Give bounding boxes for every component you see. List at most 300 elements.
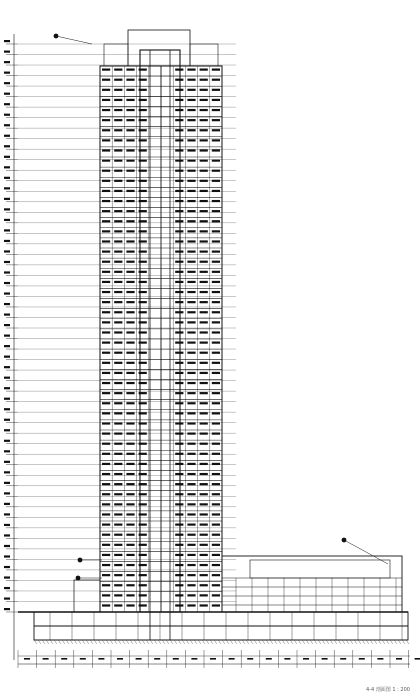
window-band bbox=[200, 574, 208, 576]
window-band bbox=[212, 149, 220, 151]
window-band bbox=[200, 321, 208, 323]
window-band bbox=[175, 382, 183, 384]
window-band bbox=[175, 594, 183, 596]
window-band bbox=[126, 503, 134, 505]
window-band bbox=[187, 352, 195, 354]
foundation-hatch bbox=[298, 640, 301, 644]
elevation-label-mark bbox=[4, 303, 10, 305]
window-band bbox=[187, 564, 195, 566]
window-band bbox=[212, 362, 220, 364]
window-band bbox=[200, 251, 208, 253]
foundation-hatch bbox=[118, 640, 121, 644]
foundation-hatch bbox=[370, 640, 373, 644]
window-band bbox=[175, 230, 183, 232]
window-band bbox=[114, 372, 122, 374]
window-band bbox=[102, 342, 110, 344]
window-band bbox=[200, 604, 208, 606]
elevation-label-mark bbox=[4, 156, 10, 158]
elevation-label-mark bbox=[4, 250, 10, 252]
window-band bbox=[114, 564, 122, 566]
foundation-hatch bbox=[34, 640, 37, 644]
elevation-label-mark bbox=[4, 219, 10, 221]
elevation-label-mark bbox=[4, 208, 10, 210]
window-band bbox=[200, 311, 208, 313]
window-band bbox=[102, 412, 110, 414]
window-band bbox=[175, 584, 183, 586]
foundation-hatch bbox=[358, 640, 361, 644]
foundation-hatch bbox=[102, 640, 105, 644]
window-band bbox=[114, 392, 122, 394]
window-band bbox=[102, 149, 110, 151]
window-band bbox=[212, 119, 220, 121]
window-band bbox=[212, 190, 220, 192]
window-band bbox=[102, 534, 110, 536]
window-band bbox=[212, 170, 220, 172]
window-band bbox=[126, 200, 134, 202]
window-band bbox=[126, 89, 134, 91]
foundation-hatch bbox=[270, 640, 273, 644]
window-band bbox=[114, 79, 122, 81]
foundation-hatch bbox=[74, 640, 77, 644]
elevation-label-mark bbox=[4, 576, 10, 578]
window-band bbox=[200, 271, 208, 273]
foundation-hatch bbox=[406, 640, 409, 644]
podium-outline bbox=[222, 556, 402, 612]
window-band bbox=[200, 160, 208, 162]
window-band bbox=[102, 190, 110, 192]
window-band bbox=[212, 382, 220, 384]
foundation-hatch bbox=[390, 640, 393, 644]
elevation-label-mark bbox=[4, 555, 10, 557]
window-band bbox=[175, 362, 183, 364]
window-band bbox=[212, 433, 220, 435]
window-band bbox=[126, 473, 134, 475]
window-band bbox=[200, 281, 208, 283]
window-band bbox=[187, 503, 195, 505]
window-band bbox=[212, 463, 220, 465]
foundation-hatch bbox=[66, 640, 69, 644]
window-band bbox=[187, 534, 195, 536]
window-band bbox=[200, 524, 208, 526]
window-band bbox=[200, 433, 208, 435]
elevation-label-mark bbox=[4, 587, 10, 589]
window-band bbox=[126, 524, 134, 526]
foundation-hatch bbox=[138, 640, 141, 644]
window-band bbox=[187, 240, 195, 242]
window-band bbox=[175, 170, 183, 172]
window-band bbox=[187, 99, 195, 101]
window-band bbox=[175, 331, 183, 333]
window-band bbox=[212, 129, 220, 131]
window-band bbox=[200, 79, 208, 81]
window-band bbox=[212, 291, 220, 293]
window-band bbox=[102, 200, 110, 202]
window-band bbox=[200, 170, 208, 172]
window-band bbox=[102, 321, 110, 323]
elevation-label-mark bbox=[4, 419, 10, 421]
bottom-dimension-chain bbox=[18, 650, 420, 668]
foundation-hatch bbox=[58, 640, 61, 644]
foundation-hatch bbox=[326, 640, 329, 644]
foundation-hatch bbox=[174, 640, 177, 644]
window-band bbox=[187, 342, 195, 344]
window-band bbox=[126, 554, 134, 556]
elevation-label-mark bbox=[4, 292, 10, 294]
window-band bbox=[200, 149, 208, 151]
window-band bbox=[200, 554, 208, 556]
window-band bbox=[102, 89, 110, 91]
window-band bbox=[187, 129, 195, 131]
window-band bbox=[126, 493, 134, 495]
foundation-hatch bbox=[290, 640, 293, 644]
window-band bbox=[102, 574, 110, 576]
basement-section bbox=[18, 612, 409, 644]
window-band bbox=[126, 483, 134, 485]
foundation-hatch bbox=[342, 640, 345, 644]
window-band bbox=[212, 453, 220, 455]
window-band bbox=[187, 321, 195, 323]
dimension-value-mark bbox=[136, 658, 142, 660]
elevation-label-mark bbox=[4, 450, 10, 452]
window-band bbox=[175, 402, 183, 404]
foundation-hatch bbox=[150, 640, 153, 644]
window-band bbox=[175, 190, 183, 192]
foundation-hatch bbox=[114, 640, 117, 644]
window-band bbox=[114, 200, 122, 202]
window-band bbox=[187, 291, 195, 293]
window-band bbox=[102, 483, 110, 485]
elevation-label-mark bbox=[4, 608, 10, 610]
window-band bbox=[114, 402, 122, 404]
window-band bbox=[212, 412, 220, 414]
window-band bbox=[102, 493, 110, 495]
roof-parapet-right bbox=[190, 44, 218, 66]
foundation-hatch bbox=[362, 640, 365, 644]
window-band bbox=[102, 433, 110, 435]
window-band bbox=[187, 331, 195, 333]
window-band bbox=[114, 230, 122, 232]
window-band bbox=[212, 301, 220, 303]
foundation-hatch bbox=[70, 640, 73, 644]
elevation-label-mark bbox=[4, 345, 10, 347]
elevation-label-mark bbox=[4, 429, 10, 431]
foundation-hatch bbox=[126, 640, 129, 644]
window-band bbox=[212, 513, 220, 515]
window-band bbox=[187, 453, 195, 455]
window-band bbox=[175, 412, 183, 414]
window-band bbox=[114, 301, 122, 303]
window-band bbox=[175, 392, 183, 394]
elevation-label-mark bbox=[4, 187, 10, 189]
window-band bbox=[175, 291, 183, 293]
elevation-label-mark bbox=[4, 461, 10, 463]
window-band bbox=[114, 443, 122, 445]
window-band bbox=[200, 503, 208, 505]
window-band bbox=[126, 422, 134, 424]
window-band bbox=[102, 230, 110, 232]
window-band bbox=[187, 463, 195, 465]
window-band bbox=[102, 513, 110, 515]
window-band bbox=[102, 402, 110, 404]
window-band bbox=[200, 534, 208, 536]
window-band bbox=[114, 220, 122, 222]
window-band bbox=[175, 463, 183, 465]
window-band bbox=[187, 180, 195, 182]
elevation-label-mark bbox=[4, 356, 10, 358]
foundation-hatch bbox=[218, 640, 221, 644]
window-band bbox=[212, 180, 220, 182]
foundation-hatch bbox=[162, 640, 165, 644]
foundation-hatch bbox=[50, 640, 53, 644]
dimension-value-mark bbox=[154, 658, 160, 660]
window-band bbox=[126, 251, 134, 253]
window-band bbox=[114, 311, 122, 313]
window-band bbox=[175, 271, 183, 273]
window-band bbox=[187, 170, 195, 172]
foundation-hatch bbox=[146, 640, 149, 644]
window-band bbox=[212, 503, 220, 505]
window-band bbox=[175, 109, 183, 111]
window-band bbox=[102, 281, 110, 283]
window-band bbox=[126, 99, 134, 101]
window-band bbox=[114, 342, 122, 344]
window-band bbox=[175, 99, 183, 101]
window-band bbox=[212, 534, 220, 536]
foundation-hatch bbox=[398, 640, 401, 644]
window-band bbox=[200, 483, 208, 485]
window-band bbox=[102, 271, 110, 273]
window-band bbox=[200, 412, 208, 414]
window-band bbox=[187, 554, 195, 556]
window-band bbox=[102, 331, 110, 333]
elevation-marks-column bbox=[4, 34, 18, 660]
window-band bbox=[200, 291, 208, 293]
elevation-label-mark bbox=[4, 524, 10, 526]
foundation-hatch bbox=[226, 640, 229, 644]
window-band bbox=[126, 129, 134, 131]
dimension-value-mark bbox=[61, 658, 67, 660]
window-band bbox=[102, 291, 110, 293]
foundation-hatch bbox=[402, 640, 405, 644]
foundation-hatch bbox=[54, 640, 57, 644]
elevation-label-mark bbox=[4, 72, 10, 74]
window-band bbox=[114, 513, 122, 515]
window-band bbox=[126, 412, 134, 414]
window-band bbox=[114, 483, 122, 485]
window-band bbox=[187, 544, 195, 546]
window-band bbox=[175, 311, 183, 313]
window-band bbox=[200, 402, 208, 404]
window-band bbox=[187, 149, 195, 151]
window-band bbox=[187, 210, 195, 212]
window-band bbox=[114, 433, 122, 435]
roof-parapet-left bbox=[104, 44, 128, 66]
window-band bbox=[200, 129, 208, 131]
window-band bbox=[126, 160, 134, 162]
window-band bbox=[126, 372, 134, 374]
window-band bbox=[187, 79, 195, 81]
window-band bbox=[114, 463, 122, 465]
window-band bbox=[212, 200, 220, 202]
foundation-hatch bbox=[262, 640, 265, 644]
window-band bbox=[212, 554, 220, 556]
window-band bbox=[187, 412, 195, 414]
foundation-hatch bbox=[142, 640, 145, 644]
window-band bbox=[114, 503, 122, 505]
foundation-hatch bbox=[134, 640, 137, 644]
foundation-hatch bbox=[82, 640, 85, 644]
window-band bbox=[175, 89, 183, 91]
foundation-hatch bbox=[366, 640, 369, 644]
foundation-hatch bbox=[94, 640, 97, 644]
window-band bbox=[114, 534, 122, 536]
elevation-label-mark bbox=[4, 103, 10, 105]
window-band bbox=[102, 422, 110, 424]
window-band bbox=[102, 604, 110, 606]
window-band bbox=[212, 422, 220, 424]
window-band bbox=[200, 453, 208, 455]
window-band bbox=[212, 443, 220, 445]
window-band bbox=[200, 190, 208, 192]
foundation-hatch bbox=[130, 640, 133, 644]
window-band bbox=[175, 301, 183, 303]
foundation-hatch bbox=[122, 640, 125, 644]
window-band bbox=[175, 79, 183, 81]
window-band bbox=[126, 149, 134, 151]
window-band bbox=[187, 584, 195, 586]
window-band bbox=[114, 554, 122, 556]
window-band bbox=[126, 453, 134, 455]
window-band bbox=[126, 210, 134, 212]
window-band bbox=[114, 473, 122, 475]
dimension-value-mark bbox=[24, 658, 30, 660]
foundation-hatch bbox=[170, 640, 173, 644]
foundation-hatch bbox=[42, 640, 45, 644]
foundation-hatch bbox=[354, 640, 357, 644]
window-band bbox=[212, 493, 220, 495]
dimension-value-mark bbox=[322, 658, 328, 660]
window-band bbox=[200, 564, 208, 566]
window-band bbox=[114, 139, 122, 141]
foundation-hatch bbox=[278, 640, 281, 644]
foundation-hatch bbox=[394, 640, 397, 644]
window-band bbox=[114, 281, 122, 283]
window-band bbox=[126, 443, 134, 445]
foundation-hatch bbox=[202, 640, 205, 644]
dimension-value-mark bbox=[359, 658, 365, 660]
window-band bbox=[126, 119, 134, 121]
elevation-label-mark bbox=[4, 271, 10, 273]
window-band bbox=[187, 139, 195, 141]
window-band bbox=[175, 139, 183, 141]
window-band bbox=[187, 230, 195, 232]
window-band bbox=[114, 160, 122, 162]
elevation-label-mark bbox=[4, 534, 10, 536]
foundation-hatch bbox=[346, 640, 349, 644]
window-band bbox=[175, 119, 183, 121]
window-band bbox=[200, 261, 208, 263]
foundation-hatch bbox=[106, 640, 109, 644]
foundation-hatch bbox=[382, 640, 385, 644]
foundation-hatch bbox=[334, 640, 337, 644]
window-band bbox=[102, 301, 110, 303]
window-band bbox=[212, 89, 220, 91]
elevation-label-mark bbox=[4, 492, 10, 494]
elevation-label-mark bbox=[4, 145, 10, 147]
window-band bbox=[200, 544, 208, 546]
window-band bbox=[212, 210, 220, 212]
window-band bbox=[175, 524, 183, 526]
foundation-hatch bbox=[194, 640, 197, 644]
window-band bbox=[200, 584, 208, 586]
window-band bbox=[126, 362, 134, 364]
window-band bbox=[187, 473, 195, 475]
foundation-hatch bbox=[178, 640, 181, 644]
foundation-hatch bbox=[210, 640, 213, 644]
window-band bbox=[212, 281, 220, 283]
window-band bbox=[200, 69, 208, 71]
window-band bbox=[102, 261, 110, 263]
elevation-label-mark bbox=[4, 40, 10, 42]
window-band bbox=[175, 129, 183, 131]
elevation-label-mark bbox=[4, 166, 10, 168]
window-band bbox=[200, 594, 208, 596]
window-band bbox=[200, 392, 208, 394]
window-band bbox=[175, 483, 183, 485]
window-band bbox=[102, 170, 110, 172]
window-band bbox=[126, 564, 134, 566]
window-band bbox=[102, 594, 110, 596]
dimension-value-mark bbox=[284, 658, 290, 660]
window-band bbox=[114, 291, 122, 293]
window-band bbox=[114, 69, 122, 71]
window-band bbox=[175, 261, 183, 263]
window-band bbox=[212, 220, 220, 222]
window-band bbox=[114, 271, 122, 273]
window-band bbox=[126, 190, 134, 192]
window-band bbox=[200, 382, 208, 384]
window-band bbox=[114, 524, 122, 526]
window-band bbox=[212, 331, 220, 333]
window-band bbox=[126, 513, 134, 515]
window-band bbox=[126, 230, 134, 232]
window-band bbox=[126, 584, 134, 586]
window-band bbox=[114, 321, 122, 323]
window-band bbox=[212, 342, 220, 344]
window-band bbox=[212, 392, 220, 394]
window-band bbox=[187, 604, 195, 606]
window-band bbox=[126, 170, 134, 172]
foundation-hatch bbox=[46, 640, 49, 644]
foundation-hatch bbox=[154, 640, 157, 644]
window-band bbox=[187, 574, 195, 576]
callout-leader bbox=[56, 36, 92, 44]
window-band bbox=[114, 240, 122, 242]
window-band bbox=[187, 513, 195, 515]
window-band bbox=[212, 139, 220, 141]
window-band bbox=[126, 382, 134, 384]
window-band bbox=[126, 311, 134, 313]
window-band bbox=[175, 240, 183, 242]
window-band bbox=[187, 261, 195, 263]
window-band bbox=[175, 281, 183, 283]
window-band bbox=[114, 493, 122, 495]
window-band bbox=[212, 251, 220, 253]
window-band bbox=[175, 503, 183, 505]
foundation-hatch bbox=[310, 640, 313, 644]
window-band bbox=[126, 301, 134, 303]
window-band bbox=[200, 119, 208, 121]
